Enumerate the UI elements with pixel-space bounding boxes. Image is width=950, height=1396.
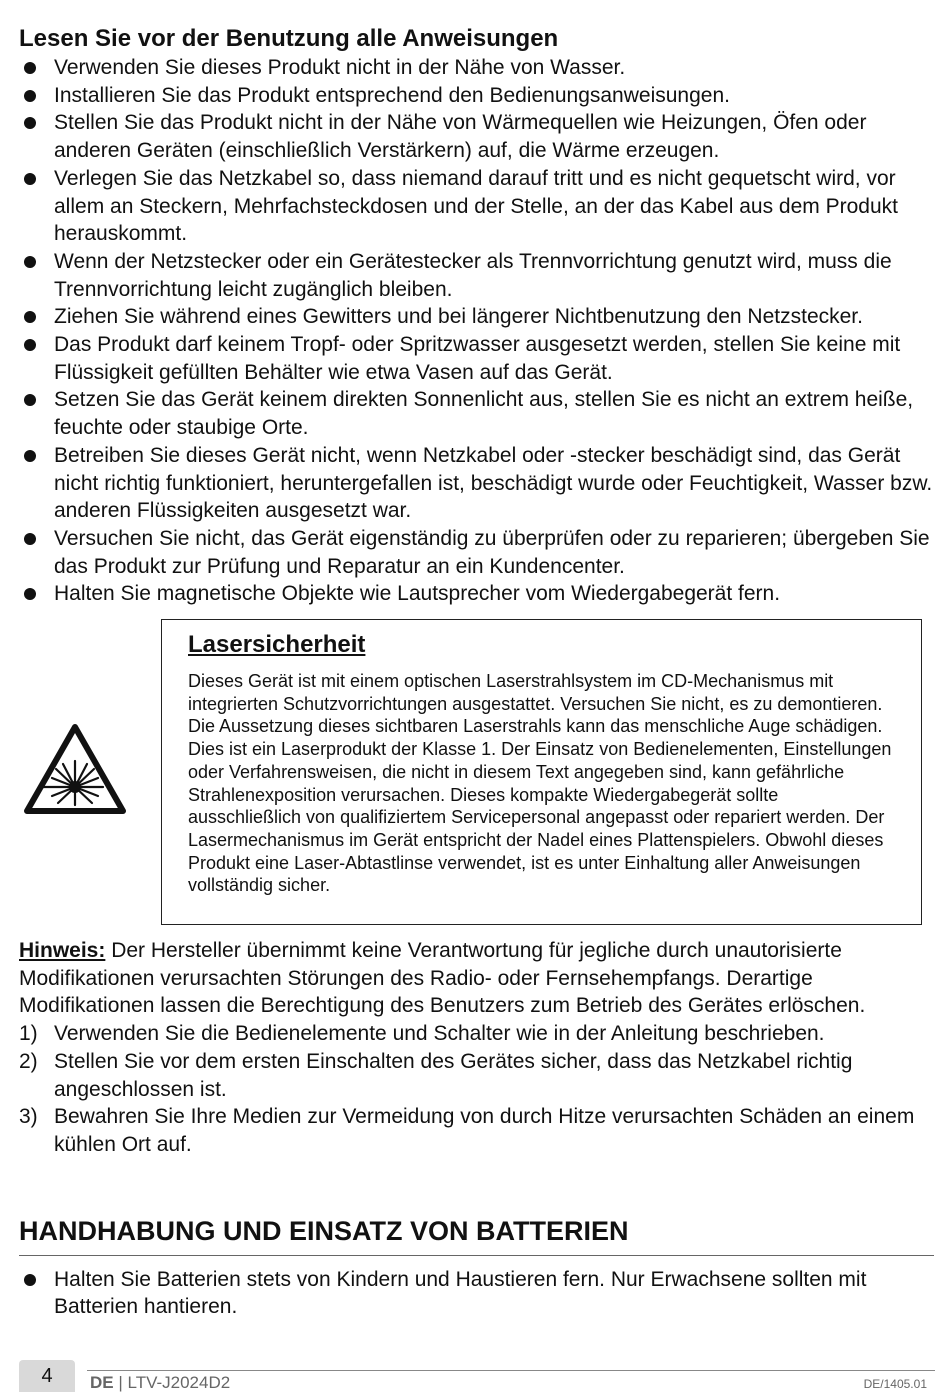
page-footer xyxy=(19,1360,935,1396)
bullet-icon xyxy=(24,62,36,74)
step-number: 3) xyxy=(19,1105,38,1129)
list-item: Halten Sie magnetische Objekte wie Lautsprecher vom Wiedergabegerät fern. xyxy=(19,580,934,608)
list-item: Versuchen Sie nicht, das Gerät eigenständig zu überprüfen oder zu reparieren; übergeben Sie das Produkt zur Prüfung und Reparatur an ein Kundencenter. xyxy=(19,525,934,580)
bullet-icon xyxy=(24,394,36,406)
note-text: Der Hersteller übernimmt keine Verantwortung für jegliche durch unautorisierte Modifikationen verursachten Störungen des Radio- oder Fernsehempfangs. Derartige Modifikationen lassen die Berechtigung des Benutzers zum Betrieb des Gerätes erlöschen. xyxy=(19,939,866,1018)
list-item: Installieren Sie das Produkt entsprechend den Bedienungsanweisungen. xyxy=(19,82,934,110)
bullet-icon xyxy=(24,588,36,600)
list-item: Das Produkt darf keinem Tropf- oder Spritzwasser ausgesetzt werden, stellen Sie keine mit Flüssigkeit gefüllten Behälter wie etwa Vasen auf das Gerät. xyxy=(19,331,934,386)
note-steps-list xyxy=(19,1020,934,1159)
footer-document-code: DE/1405.01 xyxy=(863,1377,927,1391)
bullet-icon xyxy=(24,117,36,129)
instructions-heading: Lesen Sie vor der Benutzung alle Anweisungen xyxy=(19,25,559,52)
footer-divider xyxy=(87,1370,935,1371)
batteries-list xyxy=(19,1266,934,1321)
instructions-list xyxy=(19,54,934,608)
bullet-icon xyxy=(24,90,36,102)
laser-warning-icon xyxy=(23,723,127,815)
laser-safety-text: Dieses Gerät ist mit einem optischen Laserstrahlsystem im CD-Mechanismus mit integrierten Schutzvorrichtungen ausgestattet. Versuchen Sie nicht, es zu demontieren. Die Aussetzung dieses sichtbaren Laserstrahls kann das menschliche Auge schädigen. Dies ist ein Laserprodukt der Klasse 1. Der Einsatz von Bedienelementen, Einstellungen oder Verfahrensweisen, die nicht in diesem Text angegeben sind, kann gefährliche Strahlenexposition verursachen. Dieses kompakte Wiedergabegerät sollte ausschließlich von qualifiziertem Servicepersonal angepasst oder repariert werden. Der Lasermechanismus im Gerät entspricht der Nadel eines Plattenspielers. Obwohl dieses Produkt eine Laser-Abtastlinse verwendet, ist es unter Einhaltung aller Anweisungen vollständig sicher. xyxy=(188,671,892,896)
list-item: Betreiben Sie dieses Gerät nicht, wenn Netzkabel oder -stecker beschädigt sind, das Gerät nicht richtig funktioniert, heruntergefallen ist, beschädigt wurde oder Feuchtigkeit, Wasser bzw. anderen Flüssigkeiten ausgesetzt war. xyxy=(19,442,934,525)
note-label: Hinweis: xyxy=(19,939,106,963)
bullet-icon xyxy=(24,1274,36,1286)
list-item: 3) Bewahren Sie Ihre Medien zur Vermeidung von durch Hitze verursachten Schäden an einem kühlen Ort auf. xyxy=(19,1105,915,1156)
list-item: 1) Verwenden Sie die Bedienelemente und Schalter wie in der Anleitung beschrieben. xyxy=(19,1020,934,1048)
bullet-icon xyxy=(24,450,36,462)
footer-model: DE | LTV-J2024D2 xyxy=(90,1373,231,1392)
laser-safety-section xyxy=(19,619,934,937)
list-item: Wenn der Netzstecker oder ein Gerätestecker als Trennvorrichtung genutzt wird, muss die Trennvorrichtung leicht zugänglich bleiben. xyxy=(19,248,934,303)
document-page xyxy=(19,24,934,1321)
batteries-heading: HANDHABUNG UND EINSATZ VON BATTERIEN xyxy=(19,1215,629,1246)
laser-safety-title: Lasersicherheit xyxy=(188,631,366,659)
list-item: Ziehen Sie während eines Gewitters und bei längerer Nichtbenutzung den Netzstecker. xyxy=(19,303,934,331)
page-number: 4 xyxy=(19,1360,75,1392)
list-item: Setzen Sie das Gerät keinem direkten Sonnenlicht aus, stellen Sie es nicht an extrem heiße, feuchte oder staubige Orte. xyxy=(19,386,934,441)
step-number: 2) xyxy=(19,1049,38,1073)
bullet-icon xyxy=(24,256,36,268)
bullet-icon xyxy=(24,311,36,323)
list-item: 2) Stellen Sie vor dem ersten Einschalten des Gerätes sicher, dass das Netzkabel richtig angeschlossen ist. xyxy=(19,1049,853,1101)
note-paragraph xyxy=(19,937,934,1020)
list-item: Verwenden Sie dieses Produkt nicht in der Nähe von Wasser. xyxy=(19,54,934,82)
list-item: Halten Sie Batterien stets von Kindern und Haustieren fern. Nur Erwachsene sollten mit Batterien hantieren. xyxy=(19,1266,934,1321)
bullet-icon xyxy=(24,173,36,185)
list-item: Verlegen Sie das Netzkabel so, dass niemand darauf tritt und es nicht gequetscht wird, vor allem an Steckern, Mehrfachsteckdosen und der Stelle, an der das Kabel aus dem Produkt herauskommt. xyxy=(19,165,934,248)
section-divider xyxy=(19,1255,934,1256)
list-item: Stellen Sie das Produkt nicht in der Nähe von Wärmequellen wie Heizungen, Öfen oder anderen Geräten (einschließlich Verstärkern) auf, die Wärme erzeugen. xyxy=(19,109,934,164)
step-number: 1) xyxy=(19,1022,38,1046)
laser-safety-box xyxy=(161,619,922,925)
bullet-icon xyxy=(24,533,36,545)
bullet-icon xyxy=(24,339,36,351)
